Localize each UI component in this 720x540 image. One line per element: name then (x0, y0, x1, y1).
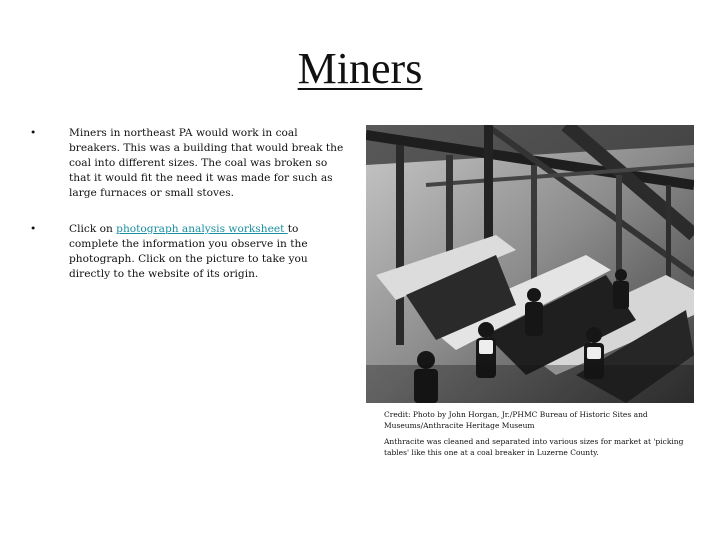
slide-title (0, 44, 720, 94)
bullet-text-before: Click on (69, 223, 117, 235)
photo-caption: Anthracite was cleaned and separated into various sizes for market at 'picking tables' like this one at a coal breaker in Luzerne County. (384, 437, 684, 457)
photo-credit: Credit: Photo by John Horgan, Jr./PHMC Bureau of Historic Sites and Museums/Anthracite Heritage Museum (384, 410, 648, 430)
slide-title-text: Miners (297, 44, 423, 93)
bullet-symbol: • (30, 223, 37, 235)
coal-breaker-photo[interactable] (366, 125, 694, 403)
photo-credit-block (384, 410, 684, 464)
coal-breaker-photo-graphic (366, 125, 694, 403)
bullet-text: Miners in northeast PA would work in coal breakers. This was a building that would break the coal into different sizes. The coal was broken so that it would fit the need it was made for such as large furnaces or small stoves. (69, 127, 344, 199)
bullet-item-worksheet (30, 222, 350, 282)
bullet-list (30, 126, 350, 303)
bullet-item-breakers (30, 126, 350, 201)
bullet-symbol: • (30, 127, 37, 139)
bullet-text-after: to complete the information you observe in the photograph. Click on the picture to take you directly to the website of its origin. (69, 223, 308, 280)
worksheet-link[interactable]: photograph analysis worksheet (116, 223, 288, 235)
